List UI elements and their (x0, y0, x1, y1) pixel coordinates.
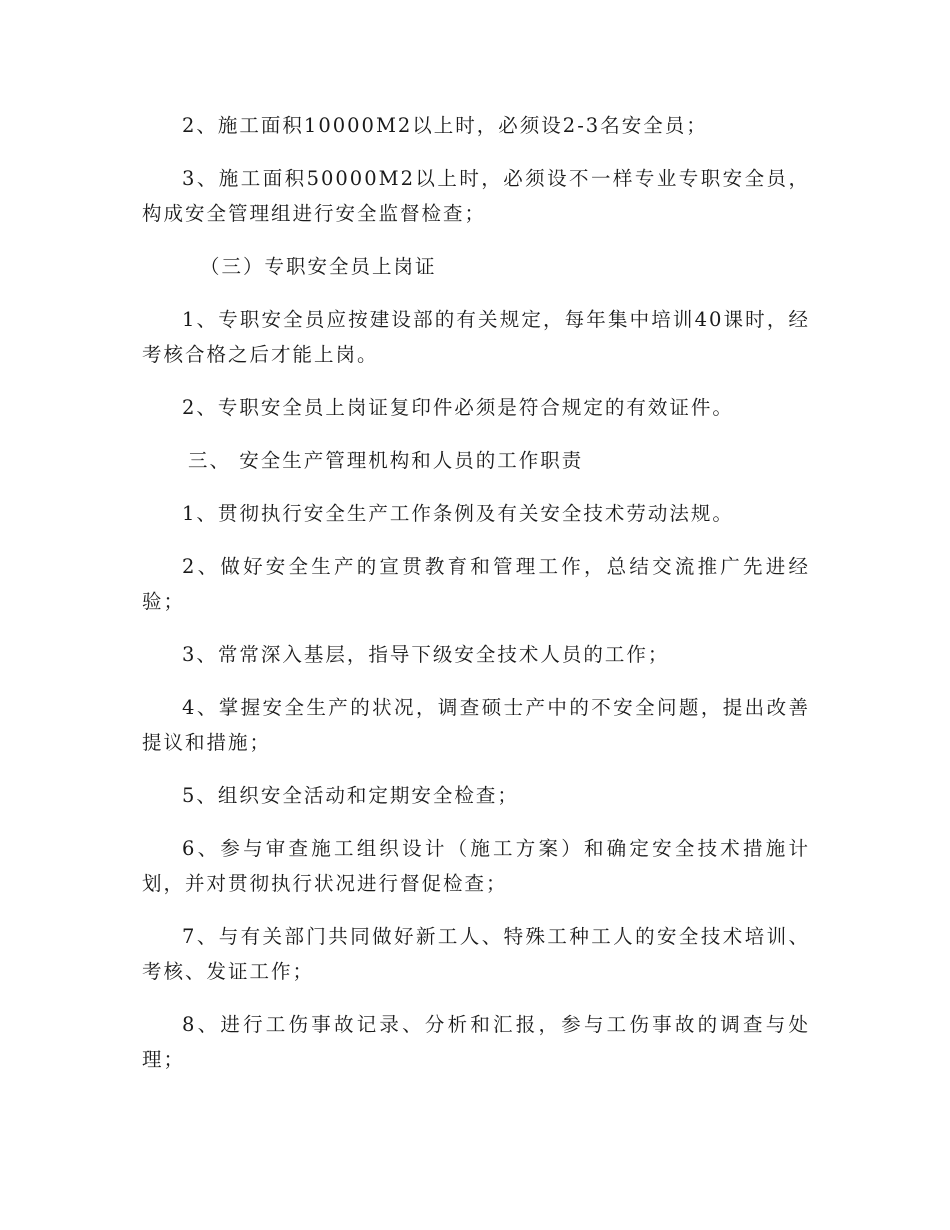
section-heading: 三、 安全生产管理机构和人员的工作职责 (188, 449, 584, 472)
paragraph-4: 2、专职安全员上岗证复印件必须是符合规定的有效证件。 (182, 396, 734, 419)
paragraph-12: 8、进行工伤事故记录、分析和汇报，参与工伤事故的调查与处理； (142, 1013, 810, 1071)
paragraph-3: 1、专职安全员应按建设部的有关规定，每年集中培训40课时，经考核合格之后才能上岗。 (142, 308, 810, 366)
paragraph-9: 5、组织安全活动和定期安全检查； (182, 784, 519, 807)
paragraph-11: 7、与有关部门共同做好新工人、特殊工种工人的安全技术培训、考核、发证工作； (142, 925, 810, 983)
paragraph-7: 3、常常深入基层，指导下级安全技术人员的工作； (182, 643, 670, 666)
paragraph-2: 3、施工面积50000M2以上时，必须设不一样专业专职安全员，构成安全管理组进行安全监督检查； (142, 167, 810, 225)
subsection-heading: （三）专职安全员上岗证 (200, 255, 437, 278)
paragraph-1: 2、施工面积10000M2以上时，必须设2-3名安全员； (182, 114, 708, 137)
paragraph-5: 1、贯彻执行安全生产工作条例及有关安全技术劳动法规。 (182, 502, 734, 525)
paragraph-8: 4、掌握安全生产的状况，调查硕士产中的不安全问题，提出改善提议和措施； (142, 696, 810, 754)
document-body (142, 108, 810, 1095)
paragraph-6: 2、做好安全生产的宣贯教育和管理工作，总结交流推广先进经验； (142, 555, 810, 613)
paragraph-10: 6、参与审查施工组织设计（施工方案）和确定安全技术措施计划，并对贯彻执行状况进行督促检查； (142, 837, 810, 895)
